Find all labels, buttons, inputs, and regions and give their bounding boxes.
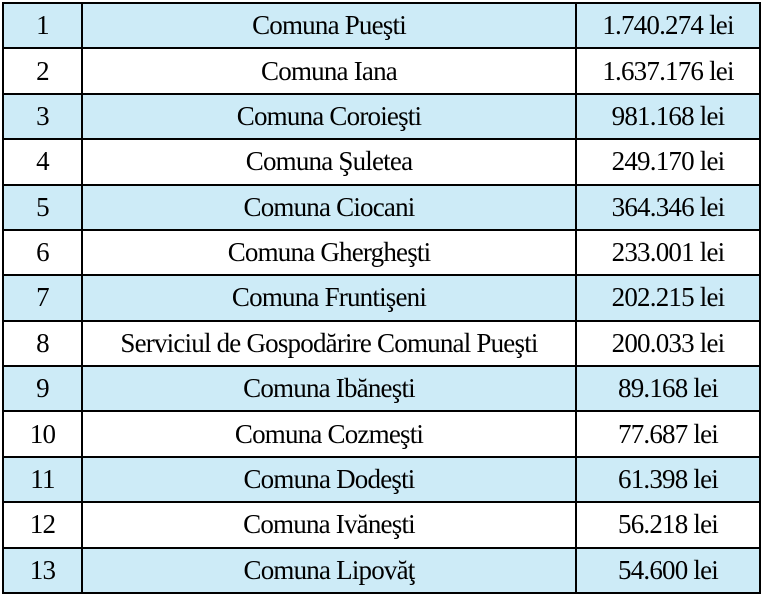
- locality-name-cell: Comuna Şuletea: [82, 139, 576, 184]
- table-row: [3, 275, 760, 320]
- row-number-cell: 13: [3, 548, 82, 594]
- row-number-cell: 6: [3, 230, 82, 275]
- table-row: [3, 457, 760, 502]
- table-row: [3, 411, 760, 456]
- row-number-cell: 9: [3, 366, 82, 411]
- locality-name-cell: Comuna Dodeşti: [82, 457, 576, 502]
- table-row: [3, 3, 760, 48]
- row-number-cell: 12: [3, 502, 82, 547]
- amount-cell: 1.637.176 lei: [576, 48, 760, 93]
- locality-name-cell: Comuna Lipovăţ: [82, 548, 576, 594]
- table-row: [3, 139, 760, 184]
- table-row: [3, 321, 760, 366]
- locality-name-cell: Comuna Ciocani: [82, 185, 576, 230]
- row-number-cell: 7: [3, 275, 82, 320]
- row-number-cell: 11: [3, 457, 82, 502]
- table-row: [3, 94, 760, 139]
- amount-cell: 56.218 lei: [576, 502, 760, 547]
- table-row: [3, 502, 760, 547]
- table-row: [3, 548, 760, 594]
- locality-name-cell: Comuna Iana: [82, 48, 576, 93]
- locality-name-cell: Comuna Ghergheşti: [82, 230, 576, 275]
- locality-name-cell: Comuna Pueşti: [82, 3, 576, 48]
- allocation-table: [2, 2, 761, 594]
- row-number-cell: 2: [3, 48, 82, 93]
- locality-name-cell: Comuna Fruntişeni: [82, 275, 576, 320]
- amount-cell: 202.215 lei: [576, 275, 760, 320]
- amount-cell: 249.170 lei: [576, 139, 760, 184]
- row-number-cell: 8: [3, 321, 82, 366]
- row-number-cell: 5: [3, 185, 82, 230]
- amount-cell: 981.168 lei: [576, 94, 760, 139]
- amount-cell: 89.168 lei: [576, 366, 760, 411]
- amount-cell: 364.346 lei: [576, 185, 760, 230]
- row-number-cell: 3: [3, 94, 82, 139]
- amount-cell: 233.001 lei: [576, 230, 760, 275]
- table-row: [3, 185, 760, 230]
- amount-cell: 77.687 lei: [576, 411, 760, 456]
- row-number-cell: 4: [3, 139, 82, 184]
- amount-cell: 61.398 lei: [576, 457, 760, 502]
- row-number-cell: 1: [3, 3, 82, 48]
- amount-cell: 54.600 lei: [576, 548, 760, 594]
- amount-cell: 1.740.274 lei: [576, 3, 760, 48]
- table-row: [3, 48, 760, 93]
- locality-name-cell: Comuna Ivăneşti: [82, 502, 576, 547]
- table-row: [3, 230, 760, 275]
- locality-name-cell: Serviciul de Gospodărire Comunal Pueşti: [82, 321, 576, 366]
- amount-cell: 200.033 lei: [576, 321, 760, 366]
- locality-name-cell: Comuna Ibăneşti: [82, 366, 576, 411]
- table-body: [3, 3, 760, 593]
- table-row: [3, 366, 760, 411]
- locality-name-cell: Comuna Coroieşti: [82, 94, 576, 139]
- locality-name-cell: Comuna Cozmeşti: [82, 411, 576, 456]
- row-number-cell: 10: [3, 411, 82, 456]
